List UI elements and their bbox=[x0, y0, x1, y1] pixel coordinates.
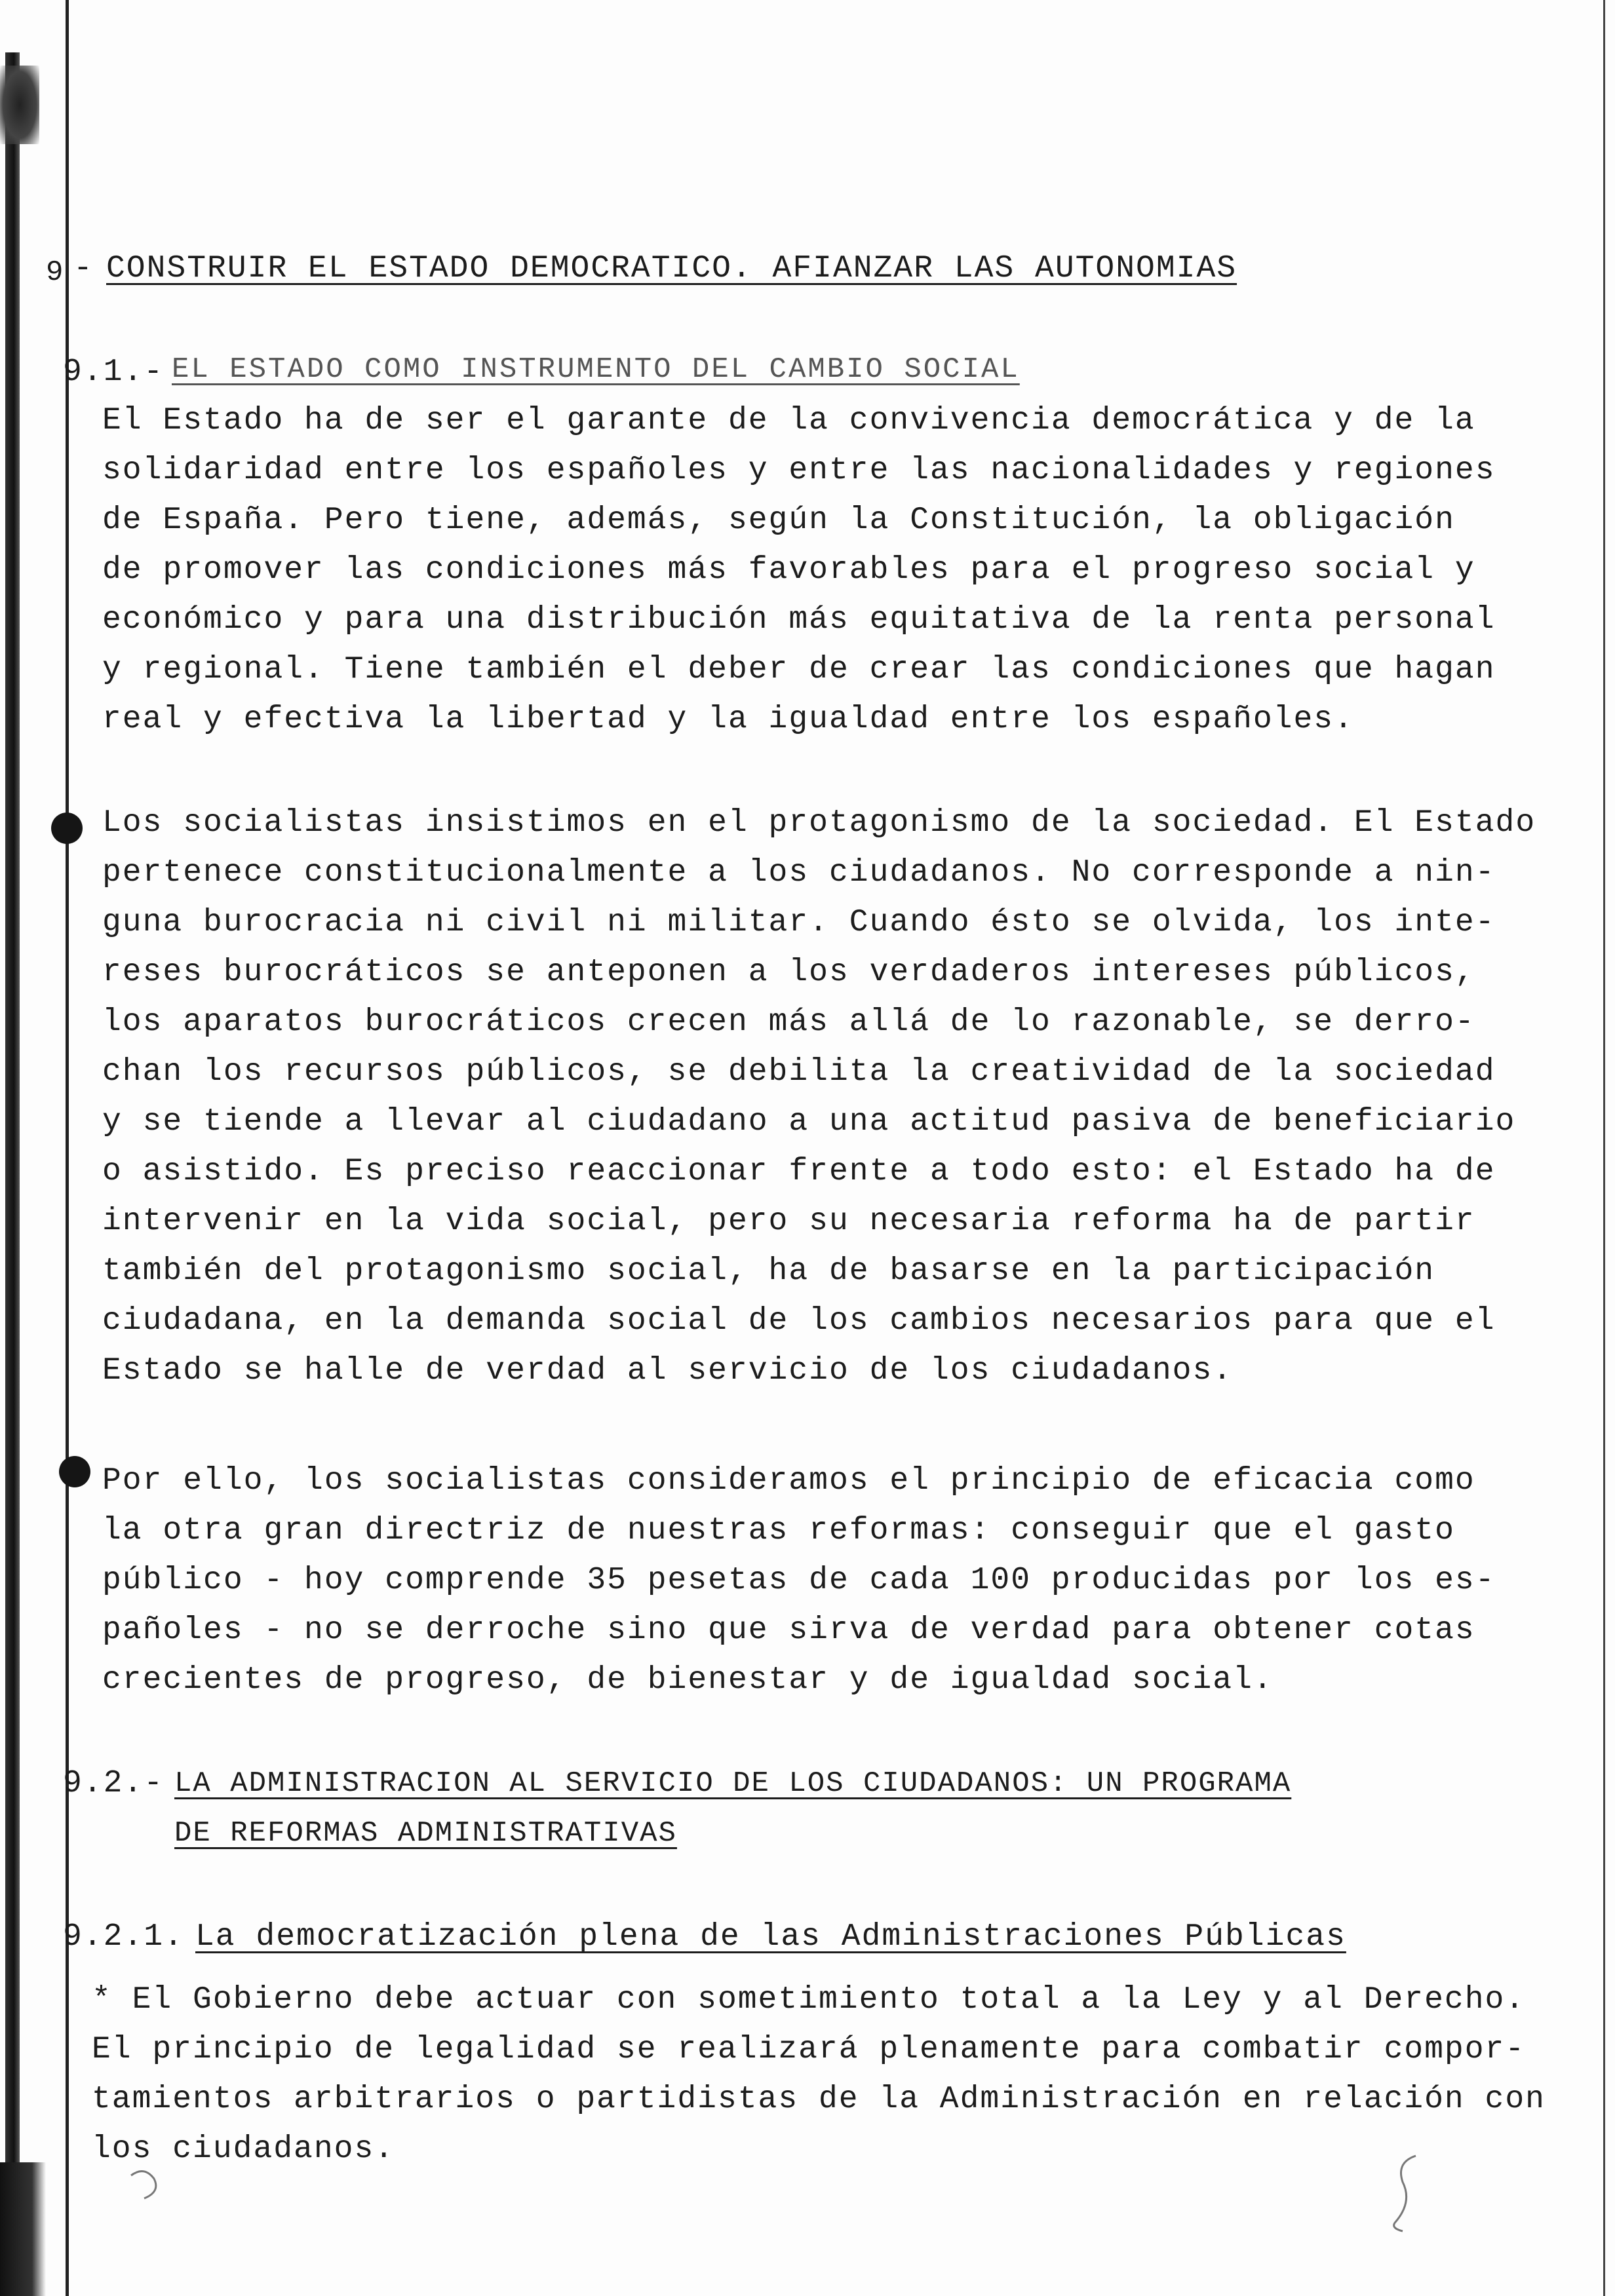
text-line: y regional. Tiene también el deber de crear las condiciones que hagan bbox=[102, 652, 1496, 687]
text-line: reses burocráticos se anteponen a los verdaderos intereses públicos, bbox=[102, 955, 1475, 990]
section-9-2-title-line-2: DE REFORMAS ADMINISTRATIVAS bbox=[174, 1817, 677, 1850]
binding-blot-top bbox=[0, 66, 39, 144]
text-line: pertenece constitucionalmente a los ciudadanos. No corresponde a nin- bbox=[102, 855, 1496, 890]
text-line: * El Gobierno debe actuar con sometimiento total a la Ley y al Derecho. bbox=[92, 1982, 1526, 2018]
text-line: de promover las condiciones más favorables para el progreso social y bbox=[102, 552, 1475, 588]
text-line: tamientos arbitrarios o partidistas de la Administración en relación con bbox=[92, 2082, 1546, 2117]
text-line: económico y para una distribución más equitativa de la renta personal bbox=[102, 602, 1496, 638]
text-line: también del protagonismo social, ha de basarse en la participación bbox=[102, 1253, 1435, 1289]
section-9-2-1-title: La democratización plena de las Administraciones Públicas bbox=[195, 1919, 1346, 1955]
text-line: El principio de legalidad se realizará plenamente para combatir compor- bbox=[92, 2032, 1526, 2067]
punch-hole-lower bbox=[59, 1456, 90, 1487]
binding-shadow bbox=[5, 52, 20, 2296]
text-line: solidaridad entre los españoles y entre las nacionalidades y regiones bbox=[102, 453, 1496, 488]
margin-line-right bbox=[1603, 0, 1605, 2296]
text-line: de España. Pero tiene, además, según la Constitución, la obligación bbox=[102, 503, 1455, 538]
text-line: El Estado ha de ser el garante de la convivencia democrática y de la bbox=[102, 403, 1475, 438]
text-line: Estado se halle de verdad al servicio de los ciudadanos. bbox=[102, 1353, 1234, 1388]
text-line: y se tiende a llevar al ciudadano a una actitud pasiva de beneficiario bbox=[102, 1104, 1516, 1139]
heading-main-number: 9 bbox=[46, 256, 64, 289]
text-line: pañoles - no se derroche sino que sirva de verdad para obtener cotas bbox=[102, 1613, 1475, 1648]
text-line: guna burocracia ni civil ni militar. Cuando ésto se olvida, los inte- bbox=[102, 905, 1496, 940]
text-line: público - hoy comprende 35 pesetas de cada 100 producidas por los es- bbox=[102, 1563, 1496, 1598]
text-line: Los socialistas insistimos en el protagonismo de la sociedad. El Estado bbox=[102, 805, 1536, 841]
text-line: o asistido. Es preciso reaccionar frente a todo esto: el Estado ha de bbox=[102, 1154, 1496, 1189]
handwritten-mark-right bbox=[1376, 2149, 1435, 2234]
heading-main: CONSTRUIR EL ESTADO DEMOCRATICO. AFIANZAR LAS AUTONOMIAS bbox=[106, 251, 1237, 286]
text-line: Por ello, los socialistas consideramos el principio de eficacia como bbox=[102, 1463, 1475, 1499]
text-line: ciudadana, en la demanda social de los cambios necesarios para que el bbox=[102, 1303, 1496, 1339]
text-line: intervenir en la vida social, pero su necesaria reforma ha de partir bbox=[102, 1204, 1475, 1239]
text-line: la otra gran directriz de nuestras reformas: conseguir que el gasto bbox=[102, 1513, 1455, 1548]
section-9-2-1-number: 9.2.1. bbox=[63, 1919, 184, 1955]
text-line: crecientes de progreso, de bienestar y de igualdad social. bbox=[102, 1662, 1274, 1698]
section-9-1-title: EL ESTADO COMO INSTRUMENTO DEL CAMBIO SOCIAL bbox=[172, 353, 1020, 386]
text-line: los ciudadanos. bbox=[92, 2132, 395, 2167]
text-line: los aparatos burocráticos crecen más allá de lo razonable, se derro- bbox=[102, 1004, 1475, 1040]
text-line: real y efectiva la libertad y la igualdad entre los españoles. bbox=[102, 702, 1354, 737]
binding-blot-bottom bbox=[0, 2162, 46, 2296]
section-9-1-number: 9.1.- bbox=[63, 354, 165, 390]
text-line: chan los recursos públicos, se debilita la creatividad de la sociedad bbox=[102, 1054, 1496, 1090]
heading-main-dash: - bbox=[73, 251, 94, 286]
section-9-2-title-line-1: LA ADMINISTRACION AL SERVICIO DE LOS CIUDADANOS: UN PROGRAMA bbox=[174, 1767, 1292, 1800]
section-9-2-number: 9.2.- bbox=[63, 1766, 165, 1801]
punch-hole-upper bbox=[51, 813, 83, 844]
handwritten-mark-left bbox=[125, 2162, 170, 2208]
